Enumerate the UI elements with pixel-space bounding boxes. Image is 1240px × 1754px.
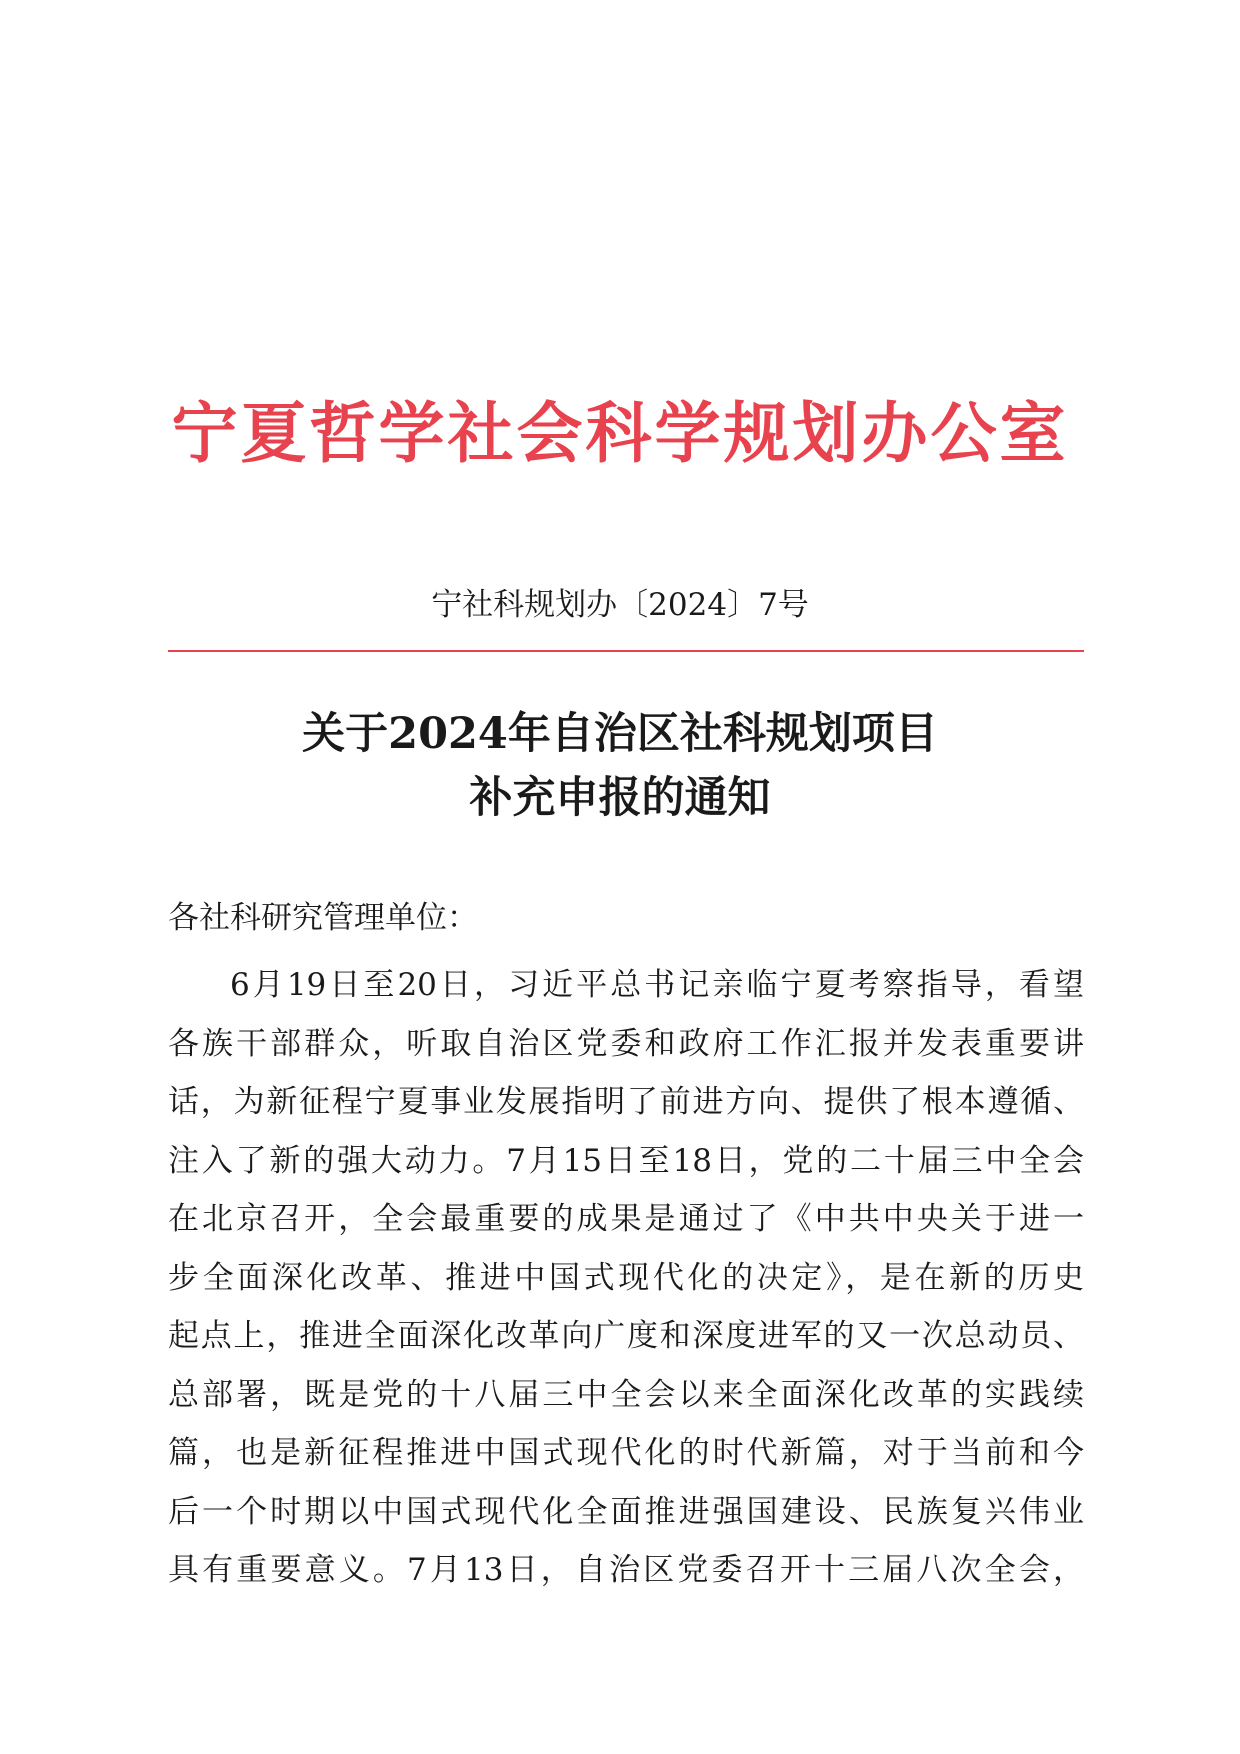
title-line-1: 关于2024年自治区社科规划项目: [302, 709, 938, 759]
body-line: 具有重要意义。7月13日，自治区党委召开十三届八次全会，: [168, 1552, 1084, 1588]
body-line: 在北京召开，全会最重要的成果是通过了《中共中央关于进一: [168, 1201, 1084, 1237]
body-line: 话，为新征程宁夏事业发展指明了前进方向、提供了根本遵循、: [168, 1084, 1084, 1120]
body-line: 起点上，推进全面深化改革向广度和深度进军的又一次总动员、: [168, 1318, 1084, 1354]
red-divider-line: [168, 650, 1084, 652]
salutation: 各社科研究管理单位：: [168, 900, 478, 936]
document-number: 宁社科规划办〔2024〕7号: [431, 587, 809, 623]
document-title: [0, 702, 1240, 830]
issuing-organization-header: 宁夏哲学社会科学规划办公室: [171, 394, 1069, 472]
body-line: 各族干部群众，听取自治区党委和政府工作汇报并发表重要讲: [168, 1025, 1084, 1062]
body-line: 6月19日至20日，习近平总书记亲临宁夏考察指导，看望: [230, 967, 1084, 1003]
body-line: 注入了新的强大动力。7月15日至18日，党的二十届三中全会: [168, 1142, 1084, 1179]
body-line: 篇，也是新征程推进中国式现代化的时代新篇，对于当前和今: [168, 1435, 1084, 1471]
body-line: 后一个时期以中国式现代化全面推进强国建设、民族复兴伟业: [168, 1493, 1084, 1530]
body-line: 步全面深化改革、推进中国式现代化的决定》，是在新的历史: [168, 1259, 1084, 1296]
title-line-2: 补充申报的通知: [469, 773, 771, 823]
body-paragraph: [168, 956, 1084, 1600]
body-line: 总部署，既是党的十八届三中全会以来全面深化改革的实践续: [168, 1376, 1084, 1413]
